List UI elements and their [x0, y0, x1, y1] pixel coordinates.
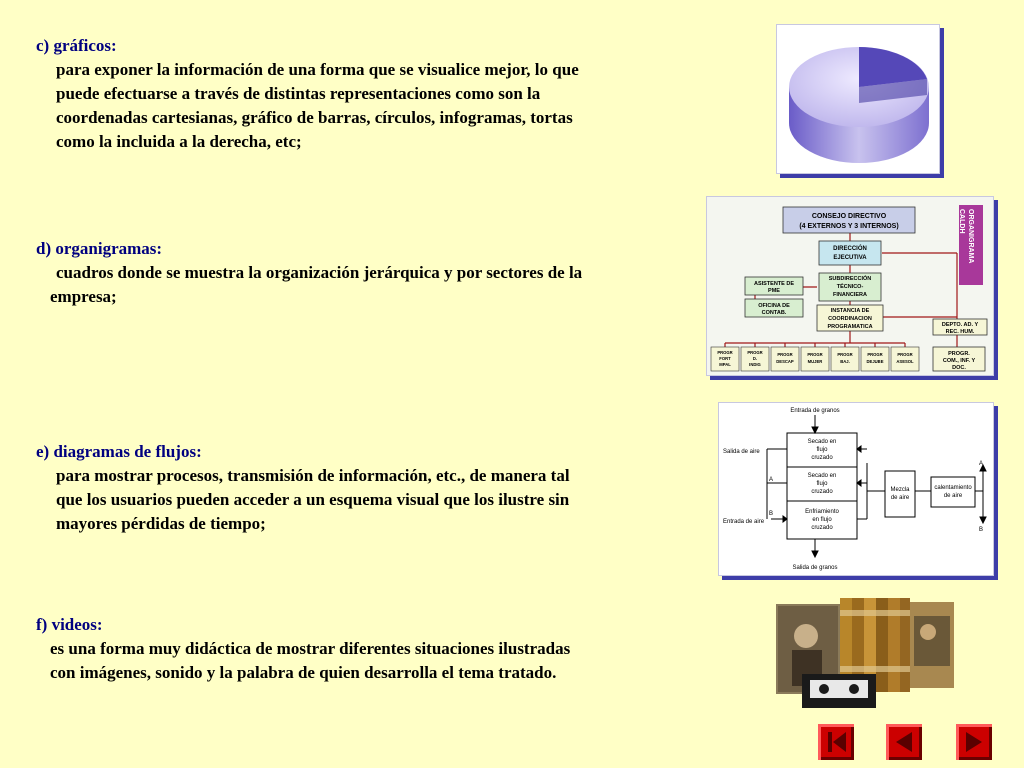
svg-text:cruzado: cruzado [811, 525, 833, 531]
org-asistente-label: ASISTENTE DE [753, 281, 795, 287]
svg-text:TÉCNICO-: TÉCNICO- [836, 284, 864, 290]
svg-text:PROGR: PROGR [747, 350, 763, 355]
flow-calentamiento: calentamiento [934, 485, 972, 491]
svg-text:DEJUBE: DEJUBE [866, 359, 884, 364]
svg-text:CONTAB.: CONTAB. [761, 310, 787, 316]
pie-chart-image [776, 24, 940, 174]
section-text: es una forma muy didáctica de mostrar diferentes situaciones ilustradas con imágenes, sonido y la palabra de quien desarrolla el tema tratado. [50, 639, 571, 682]
flow-entrada-aire: Entrada de aire [723, 519, 765, 525]
org-direccion-label: DIRECCIÓN [833, 246, 867, 252]
svg-text:FORT: FORT [719, 356, 731, 361]
flow-secado-1: Secado en [807, 439, 837, 445]
svg-text:de aire: de aire [890, 495, 910, 501]
prev-icon [886, 724, 922, 760]
next-slide-button[interactable] [956, 724, 992, 760]
section-organigramas [36, 237, 686, 309]
section-heading: e) diagramas de flujos: [36, 442, 202, 461]
svg-text:PROGRAMATICA: PROGRAMATICA [827, 324, 873, 330]
svg-text:MUJER: MUJER [807, 359, 823, 364]
section-graficos [36, 34, 686, 154]
flow-label-b: B [769, 511, 774, 517]
svg-text:flujo: flujo [816, 447, 828, 453]
svg-text:D.: D. [752, 356, 758, 361]
svg-text:PROGR: PROGR [897, 352, 913, 357]
svg-text:ASESOL: ASESOL [896, 359, 914, 364]
svg-text:PROGR: PROGR [717, 350, 733, 355]
org-progr-com-label: PROGR. [948, 351, 970, 357]
svg-text:flujo: flujo [816, 481, 828, 487]
next-icon [956, 724, 992, 760]
svg-text:PROGR: PROGR [807, 352, 823, 357]
svg-text:COM., INF. Y: COM., INF. Y [942, 358, 976, 364]
svg-text:de aire: de aire [943, 493, 963, 499]
svg-text:BAJ.: BAJ. [840, 359, 850, 364]
flow-enfriamiento: Enfriamiento [805, 509, 839, 515]
section-text: para mostrar procesos, transmisión de información, etc., de manera tal que los usuarios pueden acceder a un esquema visual que los ilustre sin mayores pérdidas de tiempo; [56, 466, 570, 533]
flow-diagram-image [718, 402, 994, 576]
flow-mezcla: Mezcla [890, 487, 910, 493]
svg-text:PME: PME [768, 288, 780, 294]
svg-text:COORDINACION: COORDINACION [828, 316, 872, 322]
svg-text:PROGR: PROGR [837, 352, 853, 357]
org-prog-boxes [711, 347, 919, 371]
svg-text:DESCAP: DESCAP [776, 359, 794, 364]
org-oficina-label: OFICINA DE [758, 303, 790, 309]
svg-text:REC. HUM.: REC. HUM. [945, 329, 975, 335]
org-depto-label: DEPTO. AD. Y [941, 322, 979, 328]
flow-salida-aire: Salida de aire [723, 449, 760, 455]
flow-salida-granos: Salida de granos [792, 565, 838, 571]
org-consejo-sublabel: (4 EXTERNOS Y 3 INTERNOS) [799, 223, 899, 230]
svg-text:cruzado: cruzado [811, 489, 833, 495]
svg-text:PROGR: PROGR [777, 352, 793, 357]
svg-text:EJECUTIVA: EJECUTIVA [833, 255, 867, 261]
svg-text:PROGR: PROGR [867, 352, 883, 357]
svg-text:A: A [979, 461, 984, 467]
section-text: cuadros donde se muestra la organización jerárquica y por sectores de la empresa; [50, 263, 583, 306]
previous-slide-button[interactable] [886, 724, 922, 760]
flow-entrada-granos: Entrada de granos [790, 408, 840, 414]
svg-text:en flujo: en flujo [812, 517, 832, 523]
flow-label-a: A [769, 477, 774, 483]
org-subdireccion-label: SUBDIRECCIÓN [828, 276, 872, 282]
section-flujos [36, 440, 686, 536]
section-videos [36, 613, 686, 685]
first-icon [818, 724, 854, 760]
org-consejo-label: CONSEJO DIRECTIVO [811, 213, 887, 220]
org-instancia-label: INSTANCIA DE [830, 308, 870, 314]
section-text: para exponer la información de una forma que se visualice mejor, lo que puede efectuarse a través de distintas representaciones como son la coordenadas cartesianas, gráfico de barras, círculos, infogramas, tortas como la incluida a la derecha, etc; [56, 60, 579, 151]
svg-text:FINANCIERA: FINANCIERA [833, 292, 867, 298]
org-side-label: ORGANIGRAMA [967, 209, 974, 264]
svg-text:INDIG: INDIG [749, 362, 761, 367]
svg-text:cruzado: cruzado [811, 455, 833, 461]
organigram-image [706, 196, 994, 376]
svg-text:MPAL: MPAL [719, 362, 731, 367]
first-slide-button[interactable] [818, 724, 854, 760]
svg-text:B: B [979, 527, 984, 533]
svg-text:DOC.: DOC. [952, 365, 966, 371]
section-heading: c) gráficos: [36, 36, 117, 55]
videos-image [776, 596, 954, 714]
section-heading: d) organigramas: [36, 239, 163, 258]
svg-text:CALDH: CALDH [958, 209, 965, 234]
section-heading: f) videos: [36, 615, 103, 634]
flow-secado-2: Secado en [807, 473, 837, 479]
